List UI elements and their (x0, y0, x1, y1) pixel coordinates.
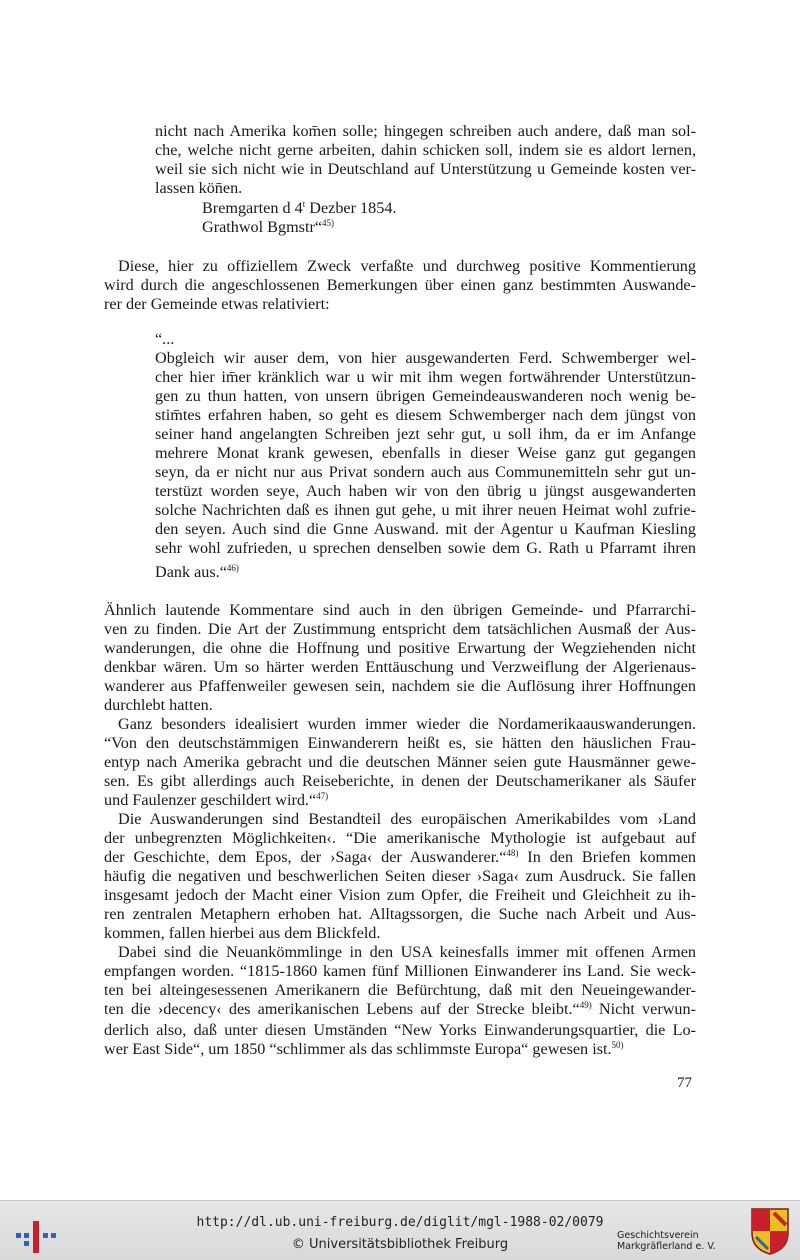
text-line: Die Auswanderungen sind Bestandteil des europäischen Amerikabildes vom ›Land (118, 810, 696, 828)
text-line: mehrere Monat krank gewesen, ebenfalls in dieser Weise ganz gut gegangen (155, 443, 696, 462)
text-line: ven zu finden. Die Art der Zustimmung entspricht dem tatsächlichen Ausmaß der Aus- (104, 619, 696, 638)
paragraph-dabei-end (104, 1000, 696, 1061)
text-line: entyp nach Amerika gebracht und die deutschen Männer seien gute Hausmänner gewe- (104, 752, 696, 771)
text-line: cher hier im̄er kränklich war u wir mit ihm wegen fortwährender Unterstützun- (155, 367, 696, 386)
text-line: seiner hand angelangten Schreiben jezt sehr gut, u soll ihm, da er im Anfange (155, 424, 696, 443)
quote-block (155, 349, 696, 557)
paragraph-ganz-end: und Faulenzer geschildert wird.“$^{47)}$ (104, 791, 329, 809)
text-line: Ähnlich lautende Kommentare sind auch in den übrigen Gemeinde- und Pfarrarchi- (104, 601, 696, 619)
paragraph-auswanderungen-rest (104, 867, 696, 943)
text-line: Obgleich wir auser dem, von hier ausgewanderten Ferd. Schwemberger wel- (155, 349, 696, 367)
text-line: wer East Side“, um 1850 “schlimmer als das schlimmste Europa“ gewesen ist.$^{50)}$ (104, 1039, 624, 1058)
letter-excerpt (155, 122, 696, 198)
text-line: der Geschichte, dem Epos, der ›Saga‹ der Auswanderer.“$^{48)}$ In den Briefen kommen (104, 847, 696, 866)
text-line: wanderer aus Pfaffenweiler gewesen sein, nachdem sie die Auflösung ihrer Hoffnungen (104, 676, 696, 695)
signature: Grathwol Bgmstr“$^{45)}$ (202, 218, 335, 236)
text-line: solche Nachrichten daß es ihnen gut gehe, u mit ihrer neuen Heimat wohl zufrie- (155, 500, 696, 519)
footnote-ref-48: 48) (506, 847, 519, 858)
text-line: sehr wohl zufrieden, u sprechen denselben sowie dem G. Rath u Pfarramt ihren (155, 538, 696, 557)
text-line: terstüzt worden seye, Auch haben wir von den übrig u jüngst ausgewanderten (155, 481, 696, 500)
text-line: denkbar wären. Um so härter werden Enttäuschung und Verzweiflung der Algerienaus- (104, 657, 696, 676)
text-line: Diese, hier zu offiziellem Zweck verfaßte und durchweg positive Kommentierung (118, 257, 696, 275)
footnote-ref-50: 50) (611, 1039, 624, 1050)
text-line: gen zu thun hatten, von unsern übrigen Gemeindeauswanderen noch wenig be- (155, 386, 696, 405)
quote-end: Dank aus.“$^{46)}$ (155, 563, 239, 581)
footnote-ref-49: 49) (579, 1000, 592, 1010)
copyright-text: © Universitätsbibliothek Freiburg (291, 1237, 509, 1252)
text-line: rer der Gemeinde etwas relativiert: (104, 294, 330, 313)
society-name (617, 1230, 716, 1252)
paragraph-ganz (104, 715, 696, 791)
society-line-2: Markgräflerland e. V. (617, 1241, 716, 1252)
text-line: weil sie sich nicht wie in Deutschland auf Unterstützung u Gemeinde kosten ver- (155, 159, 696, 178)
coat-of-arms-icon (750, 1207, 790, 1255)
society-line-1: Geschichtsverein (617, 1230, 699, 1241)
text-line: häufig die negativen und beschwerlichen Seiten dieser ›Saga‹ zum Ausdruck. Sie fallen (104, 867, 696, 885)
text-line: den seyen. Auch sind die Gnne Auswand. mit der Agentur u Kaufman Kiesling (155, 519, 696, 538)
place-date: Bremgarten d 4$^t$ Dezber 1854. (202, 199, 397, 217)
text-line: derlich also, daß unter diesen Umständen “New Yorks Einwanderungsquartier, die Lo- (104, 1020, 696, 1039)
footnote-ref-45: 45) (322, 218, 335, 228)
paragraph-aehnlich (104, 601, 696, 715)
text-line: wanderungen, die ohne die Hoffnung und positive Erwartung der Wegziehenden nicht (104, 638, 696, 657)
text-line: Dabei sind die Neuankömmlinge in den USA keinesfalls immer mit offenen Armen (118, 943, 696, 961)
text-line: “Von den deutschstämmigen Einwanderern heißt es, sie hätten den häuslichen Frau- (104, 733, 696, 752)
text-line: seyn, da er nicht nur aus Privat sondern auch aus Communemitteln sehr gut un- (155, 462, 696, 481)
footnote-ref-46: 46) (226, 563, 239, 573)
text-line: durchlebt hatten. (104, 695, 213, 714)
text-line: ten die ›decency‹ des amerikanischen Lebens auf der Strecke bleibt.“$^{49)}$ Nicht verwun- (104, 1000, 696, 1018)
text-line: empfangen worden. “1815-1860 kamen fünf Millionen Einwanderer ins Land. Sie weck- (104, 961, 696, 980)
page-number: 77 (677, 1075, 692, 1091)
footnote-ref-47: 47) (316, 791, 329, 801)
document-url-link[interactable]: http://dl.ub.uni-freiburg.de/diglit/mgl-1988-02/0079 (196, 1215, 604, 1230)
text-line: wird durch die angeschlossenen Bemerkungen über einen ganz bestimmten Auswande- (104, 275, 696, 294)
paragraph-diese (104, 257, 696, 314)
quote-open: “... (155, 330, 175, 348)
paragraph-auswanderungen (104, 810, 696, 869)
text-line: nicht nach Amerika kom̄en solle; hingegen schreiben auch andere, daß man sol- (155, 122, 696, 140)
text-line: Ganz besonders idealisiert wurden immer wieder die Nordamerikaauswanderungen. (118, 715, 696, 733)
text-line: stim̄tes erfahren haben, so geht es diesem Schwemberger nach dem jüngst von (155, 405, 696, 424)
text-line: insgesamt jedoch der Macht einer Vision zum Opfer, die Freiheit und Gleichheit zu ih- (104, 885, 696, 904)
text-line: sen. Es gibt allerdings auch Reiseberichte, in denen der Deutschamerikaner als Säufer (104, 771, 696, 790)
text-line: ten bei alteingesessenen Amerikanern die Befürchtung, daß mit den Neueingewander- (104, 980, 696, 999)
text-line: der unbegrenzten Möglichkeiten‹. “Die amerikanische Mythologie ist aufgebaut auf (104, 828, 696, 847)
text-line: ren zentralen Metaphern erhoben hat. Alltagssorgen, die Suche nach Arbeit und Aus- (104, 904, 696, 923)
paragraph-dabei (104, 943, 696, 1000)
text-line: lassen kön̄en. (155, 178, 243, 197)
footer-bar (0, 1200, 800, 1260)
text-line: che, welche nicht gerne arbeiten, dahin schicken soll, indem sie es aldort lernen, (155, 140, 696, 159)
text-line: kommen, fallen hierbei aus dem Blickfeld. (104, 923, 381, 942)
